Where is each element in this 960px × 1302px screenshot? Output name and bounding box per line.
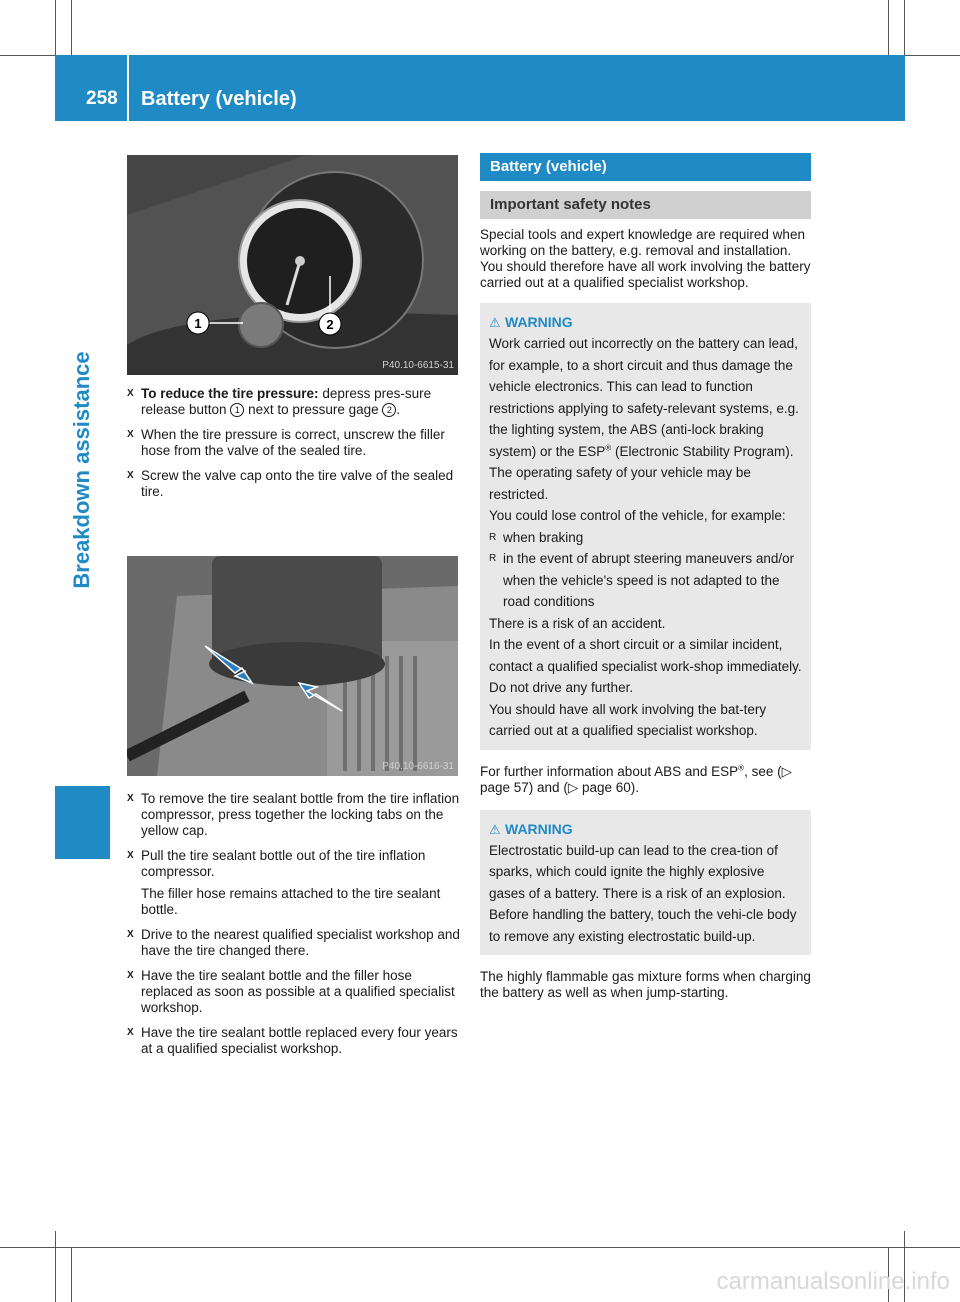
page-ref-arrow-icon: ▷ (781, 763, 792, 779)
crop-mark (55, 1231, 56, 1302)
warning-bullet: R when braking (489, 527, 803, 549)
step-arrow-icon: X (127, 929, 134, 940)
step-drive-workshop (127, 927, 462, 959)
intro-paragraph: Special tools and expert knowledge are required when working on the battery, e.g. removal and installation. You should therefore have all work involving the battery carried out at a qualified specialist workshop. (480, 227, 811, 290)
step-text: next to pressure gage (244, 402, 383, 417)
side-section-label: Breakdown assistance (69, 351, 94, 589)
step-text: To remove the tire sealant bottle from the tire inflation compressor, press together the locking tabs on the yellow cap. (141, 791, 460, 838)
step-text: Have the tire sealant bottle replaced every four years at a qualified specialist workshop. (141, 1025, 458, 1056)
pressure-gage-illustration (127, 155, 458, 375)
header-title: Battery (vehicle) (141, 88, 297, 110)
step-text: Screw the valve cap onto the tire valve of the sealed tire. (141, 468, 454, 499)
closing-paragraph: The highly flammable gas mixture forms when charging the battery as well as when jump-starting. (480, 969, 811, 1000)
bullet-icon: R (489, 553, 497, 564)
callout-2: 2 (326, 317, 334, 332)
step-arrow-icon: X (127, 1027, 134, 1038)
registered-mark: ® (738, 763, 745, 772)
right-column (480, 153, 811, 1001)
step-note: The filler hose remains attached to the tire sealant bottle. (141, 886, 441, 917)
callout-ref-2: 2 (382, 403, 396, 417)
warning-title (489, 818, 803, 840)
step-arrow-icon: X (127, 470, 134, 481)
bullet-icon: R (489, 531, 497, 543)
callout-1: 1 (194, 316, 202, 331)
figure-sealant-bottle (127, 556, 458, 776)
warning-paragraph: Work carried out incorrectly on the battery can lead, for example, to a short circuit and thus damage the vehicle electronics. This can lead to function restrictions applying to safety-relevant systems, e.g. the lighting system, the ABS (anti-lock braking system) or the ESP® (Electronic Stability Program). The operating safety of your vehicle may be restricted. (489, 336, 799, 502)
warning-paragraph: You could lose control of the vehicle, for example: (489, 508, 786, 523)
step-text: Drive to the nearest qualified specialist workshop and have the tire changed there. (141, 927, 460, 958)
step-arrow-icon: X (127, 429, 134, 440)
warning-paragraph: There is a risk of an accident. (489, 615, 666, 631)
step-remove-bottle (127, 791, 462, 839)
page-ref-arrow-icon: ▷ (567, 779, 579, 795)
warning-label: WARNING (505, 314, 573, 330)
warning-paragraph: You should have all work involving the bat-tery carried out at a qualified specialist workshop. (489, 701, 767, 738)
step-arrow-icon: X (127, 970, 134, 981)
step-text: When the tire pressure is correct, unscrew the filler hose from the valve of the sealed tire. (141, 427, 445, 458)
crop-mark (0, 1247, 960, 1248)
page-link-57[interactable]: page 57) and ( (480, 779, 568, 795)
side-tab (55, 786, 110, 859)
step-text: . (396, 402, 401, 417)
warning-bullet: R in the event of abrupt steering maneuvers and/or when the vehicle's speed is not adapted to the road conditions (489, 548, 803, 613)
step-arrow-icon: X (127, 388, 134, 399)
left-steps-a (127, 386, 462, 509)
figure-code: P40.10-6616-31 (382, 761, 454, 772)
crop-mark (71, 1247, 72, 1302)
step-unscrew-hose (127, 427, 462, 459)
warning-box-battery-work (480, 303, 811, 750)
crop-mark (888, 0, 889, 55)
callout-ref-1: 1 (230, 403, 244, 417)
step-reduce-pressure (127, 386, 462, 418)
step-arrow-icon: X (127, 793, 134, 804)
warning-label: WARNING (505, 820, 573, 837)
sealant-bottle-illustration (127, 556, 458, 776)
warning-paragraph: Before handling the battery, touch the vehi-cle body to remove any existing electrostatic build-up. (489, 907, 797, 944)
warning-paragraph: In the event of a short circuit or a similar incident, contact a qualified specialist work-shop immediately. Do not drive any further. (489, 637, 802, 695)
further-info-paragraph: For further information about ABS and ESP®, see (▷ page 57) and (▷ page 60). (480, 763, 792, 795)
step-text: Have the tire sealant bottle and the filler hose replaced as soon as possible at a qualified specialist workshop. (141, 968, 455, 1015)
left-steps-b (127, 791, 462, 1066)
step-text: Pull the tire sealant bottle out of the tire inflation compressor. (141, 848, 426, 879)
step-text: depress pres-sure release button (141, 386, 432, 417)
warning-box-electrostatic (480, 810, 811, 956)
step-replace-hose (127, 968, 462, 1016)
registered-mark: ® (605, 443, 612, 452)
warning-icon: ⚠ (489, 821, 501, 837)
step-screw-cap (127, 468, 462, 500)
step-lead: To reduce the tire pressure: (141, 386, 319, 401)
crop-mark (71, 0, 72, 55)
warning-icon: ⚠ (489, 315, 501, 330)
warning-paragraph: Electrostatic build-up can lead to the crea-tion of sparks, which could ignite the highly explosive gases of a battery. There is a risk of an explosion. (489, 842, 786, 901)
step-pull-bottle (127, 848, 462, 918)
figure-pressure-gage (127, 155, 458, 375)
watermark: carmanualsonline.info (716, 1268, 950, 1295)
step-arrow-icon: X (127, 850, 134, 861)
page-number: 258 (86, 88, 118, 109)
section-heading: Battery (vehicle) (480, 153, 811, 181)
header-divider (127, 55, 129, 121)
figure-code: P40.10-6615-31 (382, 360, 454, 371)
warning-title (489, 311, 803, 333)
subsection-heading: Important safety notes (480, 191, 811, 219)
step-replace-every-four-years (127, 1025, 462, 1057)
page-link-60[interactable]: page 60). (578, 779, 640, 795)
